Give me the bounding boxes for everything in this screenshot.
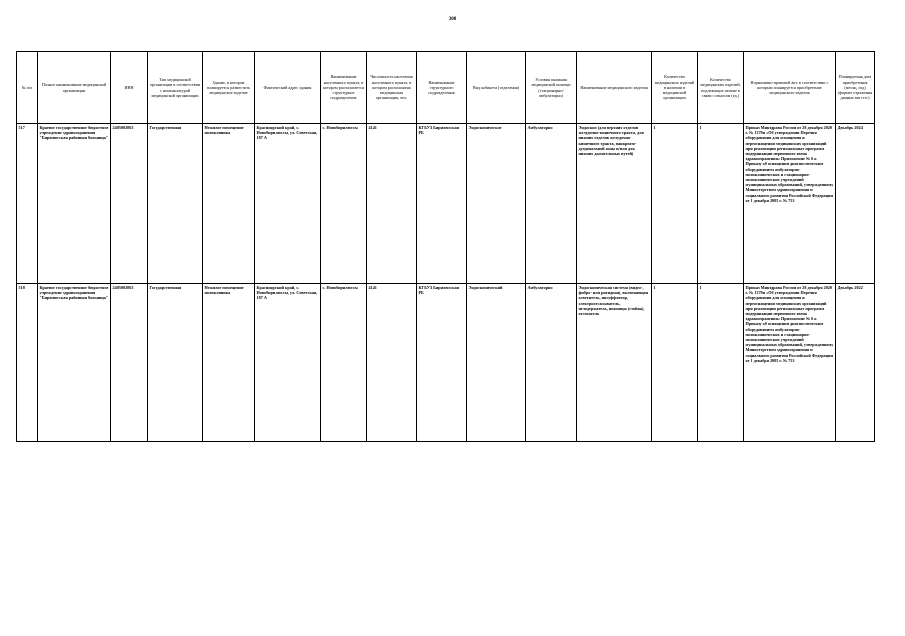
cell-population: 4141 bbox=[367, 284, 417, 442]
cell-qty-have: 1 bbox=[652, 284, 698, 442]
cell-conditions: Амбулаторно bbox=[526, 284, 577, 442]
equipment-table bbox=[16, 51, 875, 442]
header-unit: Наименование структурного подразделения bbox=[417, 52, 467, 124]
header-qty-have: Количество медицинских изделий в наличии в медицинской организации bbox=[652, 52, 698, 124]
header-conditions: Условия оказания медицинской помощи (стационарно/амбулаторно) bbox=[526, 52, 577, 124]
cell-building: Нежилое помещение поликлиника bbox=[203, 284, 255, 442]
header-row bbox=[17, 52, 875, 124]
header-plan: Планируемая дата приобретения (месяц, год) (формат отражения данных мм гггг) bbox=[836, 52, 875, 124]
cell-org: Краевое государственное бюджетное учреждение здравоохранения "Бирилюсская районная больница" bbox=[38, 284, 111, 442]
header-locality: Наименование населенного пункта, в котором располагается структурное подразделение bbox=[321, 52, 367, 124]
cell-conditions: Амбулаторно bbox=[526, 124, 577, 284]
header-num: № п/п bbox=[17, 52, 38, 124]
page-number: 308 bbox=[448, 17, 457, 22]
table-row bbox=[17, 284, 875, 442]
cell-unit: КГБУЗ Бирилюсская РБ bbox=[417, 124, 467, 284]
header-org: Полное наименование медицинской организации bbox=[38, 52, 111, 124]
header-cabinet: Вид кабинета (отделения) bbox=[467, 52, 526, 124]
cell-num: 518 bbox=[17, 284, 38, 442]
cell-act: Приказ Минздрава России от 28 декабря 2020 г. № 1379н «Об утверждении Перечня оборудования для оснащения и переоснащения медицинских организаций при реализации региональных программ модернизации первичного звена здравоохранения» Приложение № 6 к Приказу об оснащении диагностическим оборудованием амбулаторно-поликлинических и стационарно-поликлинических учреждений муниципальных образований, утвержденному Министерством здравоохранения и социального развития Российской Федерации от 1 декабря 2005 г. № 753 bbox=[744, 124, 836, 284]
cell-address: Красноярский край, с. Новобирилюссы, ул. Советская, 187 А bbox=[255, 284, 321, 442]
cell-locality: с. Новобирилюссы bbox=[321, 124, 367, 284]
cell-device: Эндоскопическая система (видео-, фибро- или ригидная), включающая осветитель, инсуффлятор, электроотсасыватель, иглодержатель, ножницы (стойка), отсекатель bbox=[577, 284, 652, 442]
cell-locality: с. Новобирилюссы bbox=[321, 284, 367, 442]
header-inn: ИНН bbox=[111, 52, 148, 124]
cell-qty-replace: 1 bbox=[698, 124, 744, 284]
cell-population: 4141 bbox=[367, 124, 417, 284]
table-row bbox=[17, 124, 875, 284]
header-address: Фактический адрес здания bbox=[255, 52, 321, 124]
cell-cabinet: Эндоскопический bbox=[467, 284, 526, 442]
header-type: Тип медицинской организации в соответствии с номенклатурой медицинской организации bbox=[148, 52, 203, 124]
cell-cabinet: Эндоскопическое bbox=[467, 124, 526, 284]
cell-device: Эндоскоп (для верхних отделов желудочно-кишечного тракта, для нижних отделов желудочно-кишечного тракта, панкреато-дуоденальной зоны и/или для нижних дыхательных путей) bbox=[577, 124, 652, 284]
cell-plan: Декабрь 2024 bbox=[836, 124, 875, 284]
cell-act: Приказ Минздрава России от 28 декабря 2020 г. № 1379н «Об утверждении Перечня оборудования для оснащения и переоснащения медицинских организаций при реализации региональных программ модернизации первичного звена здравоохранения» Приложение № 6 к Приказу об оснащении диагностическим оборудованием амбулаторно-поликлинических и стационарно-поликлинических учреждений муниципальных образований, утвержденному Министерством здравоохранения и социального развития Российской Федерации от 1 декабря 2005 г. № 753 bbox=[744, 284, 836, 442]
header-device: Наименование медицинского изделия bbox=[577, 52, 652, 124]
cell-building: Нежилое помещение поликлиника bbox=[203, 124, 255, 284]
cell-num: 517 bbox=[17, 124, 38, 284]
cell-type: Государственная bbox=[148, 284, 203, 442]
cell-inn: 2405002063 bbox=[111, 284, 148, 442]
cell-type: Государственная bbox=[148, 124, 203, 284]
cell-inn: 2405002063 bbox=[111, 124, 148, 284]
header-building: Здание, в котором планируется разместить медицинское изделие bbox=[203, 52, 255, 124]
cell-qty-have: 1 bbox=[652, 124, 698, 284]
cell-qty-replace: 1 bbox=[698, 284, 744, 442]
cell-unit: КГБУЗ Бирилюсская РБ bbox=[417, 284, 467, 442]
cell-plan: Декабрь 2022 bbox=[836, 284, 875, 442]
cell-address: Красноярский край, с. Новобирилюссы, ул. Советская, 187 А bbox=[255, 124, 321, 284]
cell-org: Краевое государственное бюджетное учреждение здравоохранения "Бирилюсская районная больница" bbox=[38, 124, 111, 284]
header-population: Численность населения населенного пункта, в котором расположена медицинская организация, чел. bbox=[367, 52, 417, 124]
header-act: Нормативно-правовой акт, в соответствии с которым планируется приобретение медицинского изделия bbox=[744, 52, 836, 124]
header-qty-replace: Количество медицинских изделий, подлежащих замене в связи с износом (ед.) bbox=[698, 52, 744, 124]
